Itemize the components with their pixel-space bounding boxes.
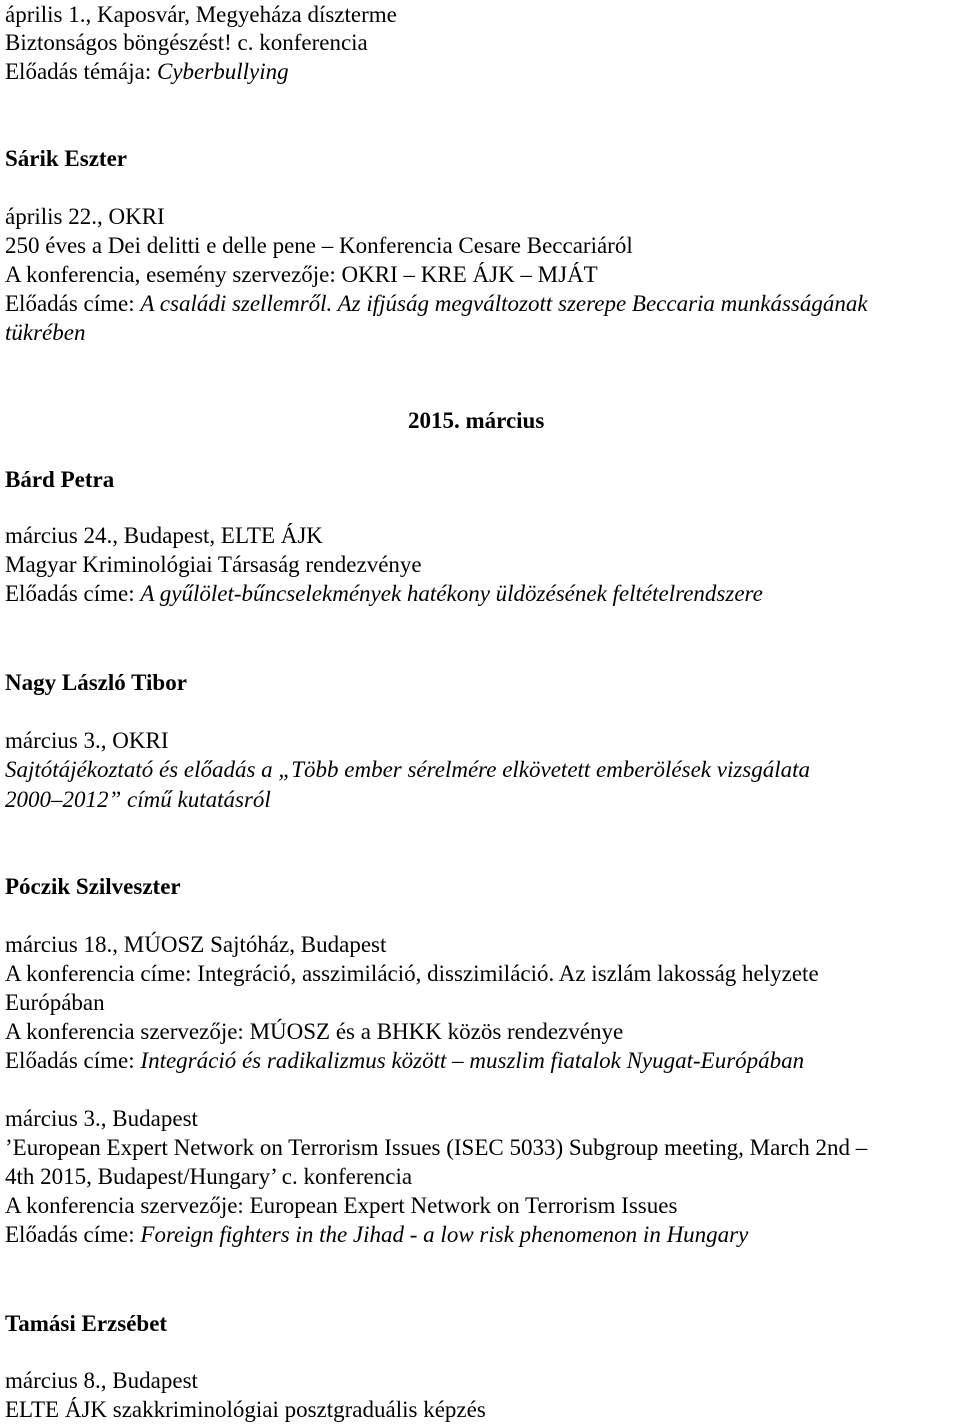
conference-name: 250 éves a Dei delitti e delle pene – Konferencia Cesare Beccariáról	[5, 233, 633, 258]
talk-label: Előadás címe:	[5, 581, 141, 606]
talk-label: Előadás témája:	[5, 59, 157, 84]
talk-title: A családi szellemről. Az ifjúság megváltozott szerepe Beccaria munkásságának	[140, 291, 868, 316]
event-date-location: március 8., Budapest	[5, 1368, 198, 1393]
conference-name: ’European Expert Network on Terrorism Issues (ISEC 5033) Subgroup meeting, March 2nd –	[5, 1135, 868, 1160]
conference-name: A konferencia címe: Integráció, asszimiláció, disszimiláció. Az iszlám lakosság helyzete	[5, 961, 819, 986]
talk-label: Előadás címe:	[5, 1048, 141, 1073]
talk-title: A gyűlölet-bűncselekmények hatékony üldözésének feltételrendszere	[140, 581, 763, 606]
section-heading: 2015. március	[408, 408, 545, 433]
event-date-location: március 18., MÚOSZ Sajtóház, Budapest	[5, 932, 387, 957]
talk-title: Foreign fighters in the Jihad - a low risk phenomenon in Hungary	[140, 1222, 749, 1247]
conference-name: Biztonságos böngészést! c. konferencia	[5, 30, 368, 55]
talk-label: Előadás címe:	[5, 291, 141, 316]
conference-name-continued: 4th 2015, Budapest/Hungary’ c. konferencia	[5, 1164, 413, 1189]
talk-title-line	[5, 579, 763, 608]
talk-title-line	[5, 1220, 748, 1249]
event-date-location: április 1., Kaposvár, Megyeháza díszterme	[5, 2, 397, 27]
person-name: Tamási Erzsébet	[5, 1311, 168, 1336]
talk-title: Cyberbullying	[157, 59, 289, 84]
event-date-location: március 3., Budapest	[5, 1106, 198, 1131]
conference-organizer: A konferencia szervezője: European Expert Network on Terrorism Issues	[5, 1193, 678, 1218]
event-date-location: március 24., Budapest, ELTE ÁJK	[5, 523, 323, 548]
event-description: Magyar Kriminológiai Társaság rendezvénye	[5, 552, 422, 577]
talk-title-line	[5, 289, 868, 318]
talk-title-continued: tükrében	[5, 320, 86, 345]
talk-title: Sajtótájékoztató és előadás a „Több ember sérelmére elkövetett emberölések vizsgálata	[5, 757, 811, 782]
person-name: Bárd Petra	[5, 467, 115, 492]
conference-name-continued: Európában	[5, 990, 105, 1015]
event-date-location: április 22., OKRI	[5, 204, 165, 229]
talk-title-continued: 2000–2012” című kutatásról	[5, 787, 271, 812]
person-name: Póczik Szilveszter	[5, 874, 181, 899]
event-date-location: március 3., OKRI	[5, 728, 169, 753]
conference-organizer: A konferencia, esemény szervezője: OKRI – KRE ÁJK – MJÁT	[5, 262, 598, 287]
talk-title-line	[5, 1046, 804, 1075]
talk-topic	[5, 57, 289, 86]
conference-organizer: A konferencia szervezője: MÚOSZ és a BHKK közös rendezvénye	[5, 1019, 624, 1044]
talk-label: Előadás címe:	[5, 1222, 141, 1247]
person-name: Nagy László Tibor	[5, 670, 187, 695]
person-name: Sárik Eszter	[5, 146, 128, 171]
event-description: ELTE ÁJK szakkriminológiai posztgraduális képzés	[5, 1397, 486, 1422]
talk-title: Integráció és radikalizmus között – muszlim fiatalok Nyugat-Európában	[140, 1048, 805, 1073]
